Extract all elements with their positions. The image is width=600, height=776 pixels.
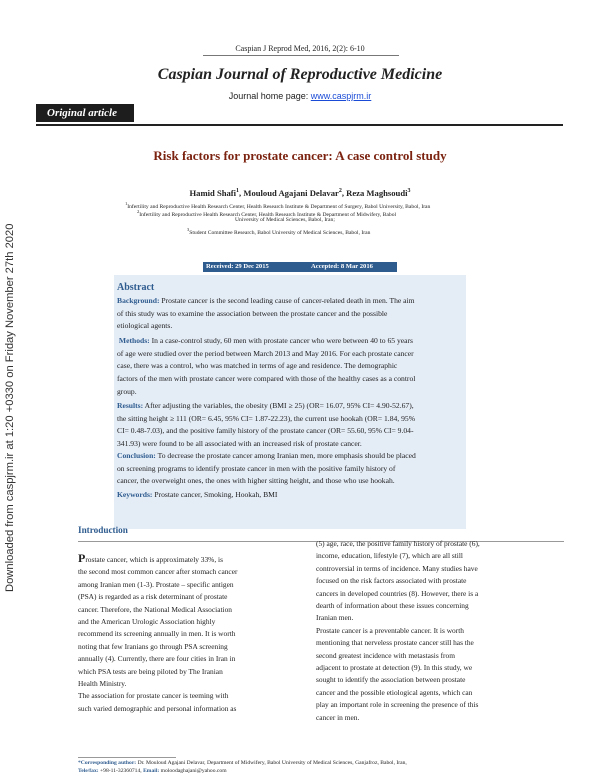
affiliation-2-cont: University of Medical Sciences, Babol, Iran; — [235, 217, 335, 223]
footnote-rule — [78, 757, 176, 758]
abstract-results: Results: After adjusting the variables, the obesity (BMI ≥ 25) (OR= 16.07, 95% CI= 4.90-52.67), the sitting height ≥ 111 (OR= 6.45, 95% CI= 1.87-22.23), the current use hookah (OR= 1.84, 95% CI= 0.48-7.03), and the positive family history of the prostate cancer (OR= 55.60, 95% CI= 9.04- 341.93) were found to be all associated with an increased risk of prostate cancer. — [117, 401, 416, 449]
journal-title: Caspian Journal of Reproductive Medicine — [157, 66, 443, 83]
corresponding-author: *Corresponding author: Dr. Mouloud Agajani Delavar, Department of Midwifery, Babol University of Medical Sciences, Ganjafroz, Babol, Iran, — [78, 760, 407, 766]
methods-label: Methods: — [118, 336, 150, 345]
dropcap: P — [78, 551, 86, 565]
intro-right-column: (5) age, race, the positive family history of prostate (6), income, education, lifestyle (7), which are all still controversial in terms of incidence. Many studies have focused on the risk factors associated with prostate cancers in developed countries (8). However, there is a dearth of information about these issues concerning Iranian men. Prostate cancer is a preventable cancer. It is worth mentioning that nerveless prostate cancer still has the second greatest incidence with metastasis from adjacent to prostate at detection (9). In this study, we sought to identify the association between prostate cancer and the possible etiological agents, which can play an important role in screening the presence of this cancer in men. — [316, 539, 480, 722]
author-sup: 2 — [338, 188, 342, 195]
homepage-label: Journal home page: — [228, 91, 309, 101]
abstract-methods: Methods: In a case-control study, 60 men with prostate cancer who were between 40 to 65 years of age were studied over the period between March 2013 and May 2016. For each prostate cancer case, there was a control, who was matched in terms of age and residence. The demographic factors of the men with prostate cancer were compared with those of the healthy cases as a control group. — [117, 336, 416, 396]
affiliation-1: $^1$Infertility and Reproductive Health Research Center, Health Research Institute & Department of Surgery, Babol University, Babol, Iran — [125, 201, 431, 210]
contact-line: Tele/fax: +98-11-32360714, Email: moloodaghajani@yahoo.com — [78, 768, 227, 774]
dates-bar — [203, 262, 397, 272]
abstract-keywords — [117, 489, 463, 502]
article-type-badge: Original article — [36, 104, 134, 122]
tel-label: Tele/fax: — [78, 768, 99, 774]
homepage-link[interactable]: www.caspjrm.ir — [310, 91, 372, 101]
download-stamp: Downloaded from caspjrm.ir at 1:20 +0330 on Friday November 27th 2020 — [4, 223, 16, 592]
author-name: Hamid Shafi — [189, 188, 237, 198]
intro-left-column: Prostate cancer, which is approximately 33%, is the second most common cancer after stomach cancer among Iranian men (1-3). Prostate – specific antigen (PSA) is regarded as a risk determinant of prostate cancer. Therefore, the National Medical Association and the American Urologic Association highly recommend its screening annually in men. It is worth noting that few Iranians go through PSA screening annually (4). Currently, there are four cities in Iran in which PSA tests are being piloted by The Iranian Health Ministry. The association for prostate cancer is teeming with such varied demographic and personal information as — [78, 551, 238, 713]
conclusion-label: Conclusion: — [117, 451, 156, 460]
article-title: Risk factors for prostate cancer: A case control study — [153, 148, 447, 163]
received-date: Received: 29 Dec 2015 — [206, 263, 269, 270]
citation-line: Caspian J Reprod Med, 2016, 2(2): 6-10 — [235, 44, 365, 53]
affiliation-3: $^3$Student Committee Research, Babol University of Medical Sciences, Babol, Iran — [187, 227, 371, 236]
background-label: Background: — [117, 296, 160, 305]
author-name: Reza Maghsoudi — [346, 188, 408, 198]
author-name: Mouloud Agajani Delavar — [243, 188, 339, 198]
author-list: Hamid Shafi$^1$, Mouloud Agajani Delavar$^2$, Reza Maghsoudi$^3$ — [189, 188, 411, 198]
abstract-background: Background: Prostate cancer is the second leading cause of cancer-related death in men. The aim of this study was to examine the association between the prostate cancer and the possible etiological agents. — [117, 296, 415, 331]
email-label: Email: — [143, 768, 160, 774]
author-sup: 3 — [407, 188, 411, 195]
accepted-date: Accepted: 8 Mar 2016 — [311, 263, 373, 270]
corresponding-label: *Corresponding author: — [78, 760, 137, 766]
header-rule — [36, 124, 563, 126]
email-link[interactable]: moloodaghajani@yahoo.com — [160, 768, 227, 774]
journal-homepage — [0, 91, 600, 101]
affiliation-2: $^2$Infertility and Reproductive Health Research Center, Health Research Institute & Department of Midwifery, Babol — [137, 209, 397, 218]
results-label: Results: — [117, 401, 144, 410]
author-sup: 1 — [236, 188, 240, 195]
abstract-heading: Abstract — [117, 282, 155, 293]
keywords-text: Prostate cancer, Smoking, Hookah, BMI — [154, 490, 278, 499]
abstract-conclusion: Conclusion: To decrease the prostate cancer among Iranian men, more emphasis should be placed on screening programs to identify prostate cancer in men with the positive family history of cancer, the overweight ones, the ones with higher sitting height, and those who use hookah. — [117, 451, 416, 486]
introduction-heading: Introduction — [78, 525, 128, 535]
citation-rule — [203, 55, 399, 56]
keywords-label: Keywords: — [117, 490, 153, 499]
